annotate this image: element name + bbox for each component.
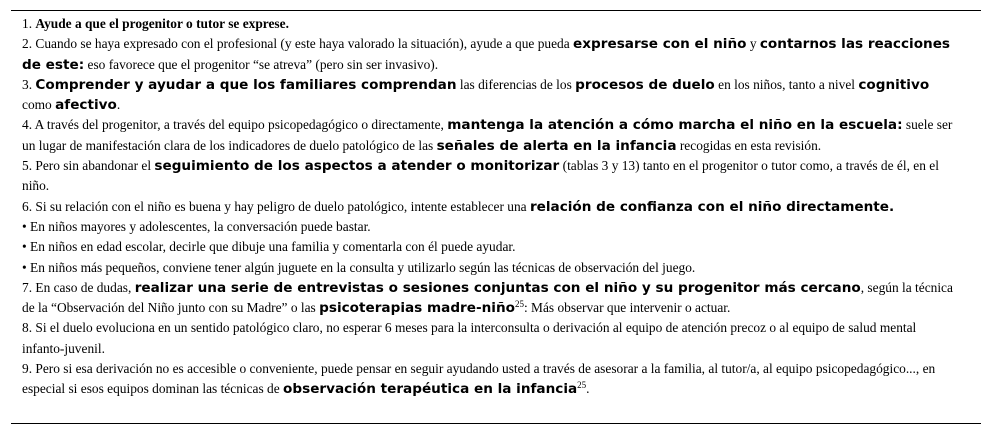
body-text: 8. Si el duelo evoluciona en un sentido patológico claro, no esperar 6 meses para la interconsulta o derivación al equipo de atención precoz o al equipo de salud mental infanto-juvenil. xyxy=(22,320,917,356)
body-text: • En niños en edad escolar, decirle que dibuje una familia y comentarla con él puede ayudar. xyxy=(22,239,516,255)
emphasis-text: afectivo xyxy=(55,97,117,114)
body-text: 5. Pero sin abandonar el xyxy=(22,158,155,174)
emphasis-text: psicoterapias madre-niño xyxy=(319,300,515,317)
body-text: : Más observar que intervenir o actuar. xyxy=(523,300,731,316)
list-item xyxy=(22,359,960,400)
body-text: suele ser un lugar de manifestación clara de los indicadores de duelo patológico de las xyxy=(22,117,953,153)
list-item xyxy=(22,14,960,34)
emphasis-text: contarnos las reacciones de este: xyxy=(22,36,951,73)
emphasis-text: procesos de duelo xyxy=(575,76,715,93)
emphasis-text: relación de confianza con el niño directamente. xyxy=(529,198,895,215)
emphasis-text: seguimiento de los aspectos a atender o monitorizar xyxy=(154,158,560,175)
bullet-item xyxy=(22,258,960,278)
body-text: recogidas en esta revisión. xyxy=(676,137,822,153)
body-text: y xyxy=(746,36,760,52)
list-item xyxy=(22,197,960,217)
body-text: 1. xyxy=(22,16,36,31)
footnote-ref: 25 xyxy=(577,380,587,391)
footnote-ref: 25 xyxy=(514,299,524,310)
body-text: las diferencias de los xyxy=(456,76,576,92)
list-item xyxy=(22,75,960,116)
body-text: , según la técnica de la “Observación del Niño junto con su Madre” o las xyxy=(22,279,953,316)
emphasis-text: mantenga la atención a cómo marcha el niño en la escuela: xyxy=(447,117,903,134)
list-item xyxy=(22,318,960,359)
body-text: . xyxy=(586,381,590,397)
list-item xyxy=(22,115,960,156)
emphasis-text: cognitivo xyxy=(858,76,930,93)
body-text: • En niños más pequeños, conviene tener algún juguete en la consulta y utilizarlo según las técnicas de observación del juego. xyxy=(22,259,696,275)
list-item xyxy=(22,278,960,319)
body-text: 7. En caso de dudas, xyxy=(22,279,135,295)
body-text: . xyxy=(116,97,121,113)
bullet-item xyxy=(22,237,960,257)
emphasis-text: señales de alerta en la infancia xyxy=(436,137,677,154)
recommendations-list xyxy=(22,14,960,400)
body-text: 2. Cuando se haya expresado con el profesional (y este haya valorado la situación), ayude a que pueda xyxy=(22,36,574,52)
body-text: 4. A través del progenitor, a través del equipo psicopedagógico o directamente, xyxy=(22,117,448,133)
emphasis-text: Comprender y ayudar a que los familiares comprendan xyxy=(35,76,457,93)
body-text: 6. Si su relación con el niño es buena y hay peligro de duelo patológico, intente establecer una xyxy=(22,198,530,214)
body-text: como xyxy=(22,97,56,113)
body-text: eso favorece que el progenitor “se atreva” (pero sin ser invasivo). xyxy=(84,56,439,72)
body-text: 3. xyxy=(22,76,36,92)
list-item xyxy=(22,34,960,75)
body-text: 9. Pero si esa derivación no es accesible o conveniente, puede pensar en seguir ayudando usted a través de asesorar a la familia, al tutor/a, al equipo psicopedagógico..., en especial si esos equipos dominan las técnicas de xyxy=(22,361,936,397)
bullet-item xyxy=(22,217,960,237)
body-text: (tablas 3 y 13) tanto en el progenitor o tutor como, a través de él, en el niño. xyxy=(22,158,939,194)
emphasis-text: Ayude a que el progenitor o tutor se exprese. xyxy=(35,16,289,31)
body-text: en los niños, tanto a nivel xyxy=(714,76,859,92)
list-item xyxy=(22,156,960,197)
body-text: • En niños mayores y adolescentes, la conversación puede bastar. xyxy=(22,218,371,234)
emphasis-text: realizar una serie de entrevistas o sesiones conjuntas con el niño y su progenitor más cercano xyxy=(134,279,861,296)
emphasis-text: expresarse con el niño xyxy=(573,36,747,53)
emphasis-text: observación terapéutica en la infancia xyxy=(283,381,578,398)
